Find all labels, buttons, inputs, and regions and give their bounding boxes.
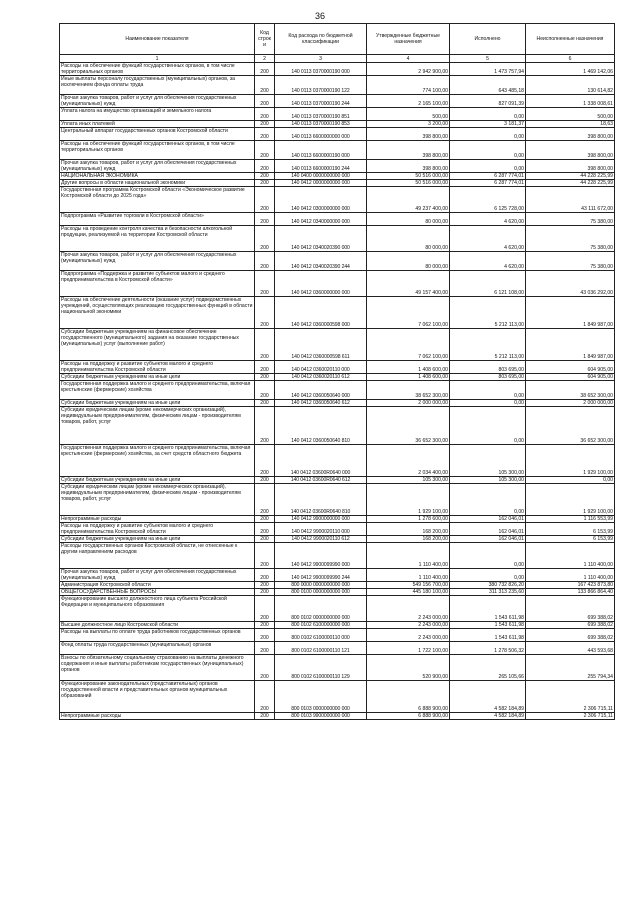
table-row [60,642,615,655]
approved-amount-cell: 1 408 600,00 [367,374,450,381]
row-code-cell: 200 [255,226,275,252]
table-row [60,76,615,95]
executed-amount-cell: 1 543 611,98 [450,596,526,622]
column-number: 2 [255,55,275,63]
approved-amount-cell: 398 800,00 [367,141,450,160]
indicator-name-cell: Прочая закупка товаров, работ и услуг для обеспечения государственных (муниципальных) нужд [60,252,255,271]
executed-amount-cell: 6 121 108,00 [450,271,526,297]
budget-code-cell: 140 0113 0370000190 244 [275,95,367,108]
indicator-name-cell: Расходы государственных органов Костромской области, не отнесенные к другим направлениям расходов [60,543,255,569]
indicator-name-cell: Подпрограмма «Поддержка и развитие субъектов малого и среднего предпринимательства в Костромской области» [60,271,255,297]
executed-amount-cell: 162 046,01 [450,523,526,536]
unexecuted-amount-cell: 2 000 000,00 [526,400,615,407]
column-number-row [60,55,615,63]
indicator-name-cell: Уплата налога на имущество организаций и земельного налога [60,108,255,121]
table-row [60,108,615,121]
header-budget-code: Код расхода по бюджетной классификации [275,24,367,55]
row-code-cell: 200 [255,589,275,596]
row-code-cell: 200 [255,445,275,477]
executed-amount-cell: 803 695,00 [450,374,526,381]
executed-amount-cell: 380 732 826,20 [450,582,526,589]
row-code-cell: 200 [255,713,275,720]
row-code-cell: 200 [255,108,275,121]
budget-code-cell: 140 0412 9900000000 000 [275,516,367,523]
table-row [60,63,615,76]
table-row [60,543,615,569]
unexecuted-amount-cell: 398 800,00 [526,160,615,173]
indicator-name-cell: Государственная поддержка малого и среднего предпринимательства, включая крестьянские (фермерские) хозяйства [60,381,255,400]
row-code-cell: 200 [255,252,275,271]
budget-code-cell: 140 0412 03600R0640 810 [275,484,367,516]
unexecuted-amount-cell: 699 388,02 [526,622,615,629]
executed-amount-cell: 0,00 [450,128,526,141]
table-row [60,361,615,374]
indicator-name-cell: Расходы на проведение контроля качества и безопасности алкогольной продукции, реализуемой на территории Костромской области [60,226,255,252]
approved-amount-cell: 2 165 100,00 [367,95,450,108]
row-code-cell: 200 [255,141,275,160]
executed-amount-cell: 0,00 [450,569,526,582]
table-row [60,187,615,213]
table-row [60,536,615,543]
indicator-name-cell: Расходы на поддержку и развитие субъектов малого и среднего предпринимательства Костромской области [60,361,255,374]
row-code-cell: 200 [255,121,275,128]
executed-amount-cell: 162 046,01 [450,516,526,523]
approved-amount-cell: 50 516 000,00 [367,173,450,180]
approved-amount-cell: 36 652 300,00 [367,407,450,445]
indicator-name-cell: Иные выплаты персоналу государственных (муниципальных) органов, за исключением фонда оплаты труда [60,76,255,95]
approved-amount-cell: 520 900,00 [367,655,450,681]
table-row [60,297,615,329]
approved-amount-cell: 49 157 400,00 [367,271,450,297]
unexecuted-amount-cell: 1 929 100,00 [526,484,615,516]
table-row [60,128,615,141]
indicator-name-cell: НАЦИОНАЛЬНАЯ ЭКОНОМИКА [60,173,255,180]
budget-code-cell: 140 0412 9900020110 612 [275,536,367,543]
table-row [60,160,615,173]
row-code-cell: 200 [255,271,275,297]
row-code-cell: 200 [255,63,275,76]
indicator-name-cell: Субсидии юридическим лицам (кроме некоммерческих организаций), индивидуальным предпринимателям, физическим лицам - производителям товаров, работ, услуг [60,407,255,445]
executed-amount-cell: 1 543 611,98 [450,629,526,642]
indicator-name-cell: Непрограммные расходы [60,516,255,523]
approved-amount-cell: 774 100,00 [367,76,450,95]
approved-amount-cell: 1 408 600,00 [367,361,450,374]
column-number: 6 [526,55,615,63]
indicator-name-cell: Прочая закупка товаров, работ и услуг для обеспечения государственных (муниципальных) нужд [60,160,255,173]
unexecuted-amount-cell: 1 110 400,00 [526,543,615,569]
executed-amount-cell: 4 620,00 [450,226,526,252]
budget-code-cell: 140 0412 0300000000 000 [275,187,367,213]
row-code-cell: 200 [255,374,275,381]
row-code-cell: 200 [255,681,275,713]
unexecuted-amount-cell: 133 866 864,40 [526,589,615,596]
table-row [60,173,615,180]
row-code-cell: 200 [255,381,275,400]
unexecuted-amount-cell: 75 380,00 [526,226,615,252]
unexecuted-amount-cell: 1 849 987,00 [526,297,615,329]
approved-amount-cell: 6 888 900,00 [367,681,450,713]
unexecuted-amount-cell: 1 849 987,00 [526,329,615,361]
executed-amount-cell: 265 105,66 [450,655,526,681]
budget-code-cell: 140 0412 03600R0640 000 [275,445,367,477]
budget-code-cell: 800 0103 9900000000 000 [275,713,367,720]
indicator-name-cell: Субсидии бюджетным учреждениям на финансовое обеспечение государственного (муниципального) задания на оказание государственных (муниципальных) услуг (выполнение работ) [60,329,255,361]
row-code-cell: 200 [255,297,275,329]
table-row [60,252,615,271]
table-row [60,589,615,596]
approved-amount-cell: 3 200,00 [367,121,450,128]
row-code-cell: 200 [255,596,275,622]
indicator-name-cell: Государственная поддержка малого и среднего предпринимательства, включая крестьянские (фермерские) хозяйства, за счет средств областного бюджета [60,445,255,477]
indicator-name-cell: Субсидии бюджетным учреждениям на иные цели [60,477,255,484]
executed-amount-cell: 827 091,39 [450,95,526,108]
unexecuted-amount-cell: 2 306 715,11 [526,713,615,720]
table-row [60,213,615,226]
row-code-cell: 200 [255,95,275,108]
unexecuted-amount-cell: 699 388,02 [526,629,615,642]
budget-code-cell: 800 0000 0000000000 000 [275,582,367,589]
executed-amount-cell: 0,00 [450,543,526,569]
unexecuted-amount-cell: 0,00 [526,477,615,484]
approved-amount-cell: 445 180 100,00 [367,589,450,596]
row-code-cell: 200 [255,569,275,582]
approved-amount-cell: 80 000,00 [367,226,450,252]
row-code-cell: 200 [255,400,275,407]
budget-code-cell: 800 0102 6100000110 000 [275,629,367,642]
budget-code-cell: 800 0102 6100000110 129 [275,655,367,681]
unexecuted-amount-cell: 1 338 008,61 [526,95,615,108]
approved-amount-cell: 549 156 700,00 [367,582,450,589]
indicator-name-cell: Субсидии юридическим лицам (кроме некоммерческих организаций), индивидуальным предпринимателям, физическим лицам - производителям товаров, работ, услуг [60,484,255,516]
executed-amount-cell: 0,00 [450,484,526,516]
indicator-name-cell: Подпрограмма «Развитие торговли в Костромской области» [60,213,255,226]
executed-amount-cell: 6 287 774,01 [450,180,526,187]
table-row [60,713,615,720]
unexecuted-amount-cell: 36 652 300,00 [526,407,615,445]
budget-code-cell: 140 0412 03600R0640 612 [275,477,367,484]
executed-amount-cell: 1 543 611,98 [450,622,526,629]
approved-amount-cell: 80 000,00 [367,213,450,226]
budget-code-cell: 140 0412 0360050640 000 [275,381,367,400]
approved-amount-cell: 168 200,00 [367,523,450,536]
budget-code-cell: 140 0113 6600000000 000 [275,128,367,141]
indicator-name-cell: Фонд оплаты труда государственных (муниципальных) органов [60,642,255,655]
budget-code-cell: 140 0113 6600000190 000 [275,141,367,160]
row-code-cell: 200 [255,655,275,681]
table-row [60,569,615,582]
table-row [60,329,615,361]
column-number: 1 [60,55,255,63]
indicator-name-cell: Непрограммные расходы [60,713,255,720]
table-row [60,445,615,477]
row-code-cell: 200 [255,582,275,589]
approved-amount-cell: 1 278 600,00 [367,516,450,523]
approved-amount-cell: 105 300,00 [367,477,450,484]
indicator-name-cell: Центральный аппарат государственных органов Костромской области [60,128,255,141]
table-row [60,407,615,445]
indicator-name-cell: Субсидии бюджетным учреждениям на иные цели [60,400,255,407]
table-row [60,516,615,523]
row-code-cell: 200 [255,523,275,536]
executed-amount-cell: 5 212 113,00 [450,329,526,361]
column-number: 4 [367,55,450,63]
unexecuted-amount-cell: 1 116 553,99 [526,516,615,523]
indicator-name-cell: Прочая закупка товаров, работ и услуг для обеспечения государственных (муниципальных) нужд [60,95,255,108]
unexecuted-amount-cell: 443 593,68 [526,642,615,655]
indicator-name-cell: Функционирование законодательных (представительных) органов государственной власти и представительных органов муниципальных образований [60,681,255,713]
row-code-cell: 200 [255,536,275,543]
table-row [60,477,615,484]
budget-code-cell: 140 0412 9900099990 244 [275,569,367,582]
unexecuted-amount-cell: 2 306 715,11 [526,681,615,713]
executed-amount-cell: 0,00 [450,381,526,400]
approved-amount-cell: 7 062 100,00 [367,297,450,329]
budget-code-cell: 140 0412 0360000598 000 [275,297,367,329]
unexecuted-amount-cell: 500,00 [526,108,615,121]
table-row [60,226,615,252]
header-row [60,24,615,55]
indicator-name-cell: Расходы на обеспечение функций государственных органов, в том числе территориальных органов [60,141,255,160]
row-code-cell: 200 [255,407,275,445]
unexecuted-amount-cell: 255 794,34 [526,655,615,681]
unexecuted-amount-cell: 6 153,99 [526,536,615,543]
executed-amount-cell: 6 287 774,01 [450,173,526,180]
executed-amount-cell: 0,00 [450,407,526,445]
approved-amount-cell: 6 888 900,00 [367,713,450,720]
executed-amount-cell: 5 212 113,00 [450,297,526,329]
row-code-cell: 200 [255,213,275,226]
row-code-cell: 200 [255,484,275,516]
unexecuted-amount-cell: 43 036 292,00 [526,271,615,297]
row-code-cell: 200 [255,180,275,187]
budget-code-cell: 800 0100 0000000000 000 [275,589,367,596]
row-code-cell: 200 [255,329,275,361]
budget-code-cell: 140 0412 0360000598 611 [275,329,367,361]
unexecuted-amount-cell: 6 153,99 [526,523,615,536]
row-code-cell: 200 [255,516,275,523]
budget-code-cell: 140 0113 0370000190 122 [275,76,367,95]
budget-code-cell: 140 0412 0360020110 612 [275,374,367,381]
budget-code-cell: 140 0412 0340020390 000 [275,226,367,252]
table-row [60,596,615,622]
table-row [60,271,615,297]
executed-amount-cell: 311 313 235,60 [450,589,526,596]
table-row [60,381,615,400]
executed-amount-cell: 0,00 [450,108,526,121]
indicator-name-cell: Администрация Костромской области [60,582,255,589]
budget-code-cell: 140 0400 0000000000 000 [275,173,367,180]
executed-amount-cell: 105 300,00 [450,477,526,484]
executed-amount-cell: 3 181,37 [450,121,526,128]
budget-code-cell: 140 0412 0360020110 000 [275,361,367,374]
unexecuted-amount-cell: 1 469 142,06 [526,63,615,76]
column-number: 5 [450,55,526,63]
header-indicator-name: Наименование показателя [60,24,255,55]
unexecuted-amount-cell: 1 929 100,00 [526,445,615,477]
executed-amount-cell: 1 473 757,94 [450,63,526,76]
budget-code-cell: 140 0412 9900020110 000 [275,523,367,536]
page-number: 36 [314,11,325,21]
row-code-cell: 200 [255,642,275,655]
budget-code-cell: 140 0113 6600000190 244 [275,160,367,173]
header-unexecuted: Неисполненные назначения [526,24,615,55]
executed-amount-cell: 6 125 728,00 [450,187,526,213]
row-code-cell: 200 [255,76,275,95]
row-code-cell: 200 [255,173,275,180]
executed-amount-cell: 0,00 [450,400,526,407]
indicator-name-cell: Расходы на обеспечение функций государственных органов, в том числе территориальных органов [60,63,255,76]
budget-code-cell: 140 0412 0340020390 244 [275,252,367,271]
table-row [60,180,615,187]
approved-amount-cell: 50 516 000,00 [367,180,450,187]
approved-amount-cell: 1 110 400,00 [367,569,450,582]
header-executed: Исполнено [450,24,526,55]
table-row [60,484,615,516]
row-code-cell: 200 [255,543,275,569]
table-row [60,582,615,589]
table-row [60,141,615,160]
approved-amount-cell: 1 110 400,00 [367,543,450,569]
table-row [60,95,615,108]
table-row [60,400,615,407]
budget-code-cell: 140 0412 9900099990 000 [275,543,367,569]
approved-amount-cell: 38 652 300,00 [367,381,450,400]
table-row [60,655,615,681]
approved-amount-cell: 2 243 000,00 [367,596,450,622]
budget-code-cell: 800 0102 6100000110 121 [275,642,367,655]
executed-amount-cell: 4 582 184,89 [450,681,526,713]
approved-amount-cell: 398 800,00 [367,160,450,173]
row-code-cell: 200 [255,160,275,173]
header-row-code: Код строк и [255,24,275,55]
table-row [60,374,615,381]
budget-code-cell: 140 0412 0360000000 000 [275,271,367,297]
row-code-cell: 200 [255,477,275,484]
executed-amount-cell: 162 046,01 [450,536,526,543]
indicator-name-cell: ОБЩЕГОСУДАРСТВЕННЫЕ ВОПРОСЫ [60,589,255,596]
header-approved: Утвержденные бюджетные назначения [367,24,450,55]
indicator-name-cell: Высшее должностное лицо Костромской области [60,622,255,629]
executed-amount-cell: 4 620,00 [450,213,526,226]
budget-code-cell: 140 0412 0000000000 000 [275,180,367,187]
indicator-name-cell: Расходы на обеспечение деятельности (оказание услуг) подведомственных учреждений, осуществляющих реализацию государственных функций в области национальной экономики [60,297,255,329]
table-row [60,523,615,536]
budget-code-cell: 140 0113 0370000190 000 [275,63,367,76]
executed-amount-cell: 803 695,00 [450,361,526,374]
approved-amount-cell: 49 237 400,00 [367,187,450,213]
unexecuted-amount-cell: 604 905,00 [526,361,615,374]
indicator-name-cell: Субсидии бюджетным учреждениям на иные цели [60,536,255,543]
approved-amount-cell: 80 000,00 [367,252,450,271]
unexecuted-amount-cell: 604 905,00 [526,374,615,381]
indicator-name-cell: Государственная программа Костромской области «Экономическое развитие Костромской области до 2025 года» [60,187,255,213]
approved-amount-cell: 2 243 000,00 [367,622,450,629]
budget-code-cell: 800 0102 6100000000 000 [275,622,367,629]
unexecuted-amount-cell: 43 111 672,00 [526,187,615,213]
table-row [60,121,615,128]
indicator-name-cell: Расходы на поддержку и развитие субъектов малого и среднего предпринимательства Костромской области [60,523,255,536]
indicator-name-cell: Другие вопросы в области национальной экономики [60,180,255,187]
unexecuted-amount-cell: 18,63 [526,121,615,128]
table-row [60,622,615,629]
row-code-cell: 200 [255,361,275,374]
unexecuted-amount-cell: 38 652 300,00 [526,381,615,400]
executed-amount-cell: 0,00 [450,160,526,173]
unexecuted-amount-cell: 1 110 400,00 [526,569,615,582]
budget-code-cell: 140 0412 0360050640 612 [275,400,367,407]
executed-amount-cell: 105 300,00 [450,445,526,477]
indicator-name-cell: Расходы на выплаты по оплате труда работников государственных органов [60,629,255,642]
indicator-name-cell: Прочая закупка товаров, работ и услуг для обеспечения государственных (муниципальных) нужд [60,569,255,582]
table-row [60,681,615,713]
approved-amount-cell: 2 000 000,00 [367,400,450,407]
approved-amount-cell: 2 243 000,00 [367,629,450,642]
approved-amount-cell: 2 942 900,00 [367,63,450,76]
approved-amount-cell: 1 929 100,00 [367,484,450,516]
unexecuted-amount-cell: 44 228 225,99 [526,173,615,180]
approved-amount-cell: 398 800,00 [367,128,450,141]
approved-amount-cell: 1 722 100,00 [367,642,450,655]
approved-amount-cell: 7 062 100,00 [367,329,450,361]
budget-code-cell: 140 0412 0340000000 000 [275,213,367,226]
unexecuted-amount-cell: 398 800,00 [526,141,615,160]
budget-execution-table [59,23,615,720]
unexecuted-amount-cell: 398 800,00 [526,128,615,141]
budget-code-cell: 140 0113 0370000190 853 [275,121,367,128]
row-code-cell: 200 [255,187,275,213]
approved-amount-cell: 2 034 400,00 [367,445,450,477]
table-body [60,63,615,720]
indicator-name-cell: Функционирование высшего должностного лица субъекта Российской Федерации и муниципального образования [60,596,255,622]
approved-amount-cell: 500,00 [367,108,450,121]
unexecuted-amount-cell: 167 423 873,80 [526,582,615,589]
table-row [60,629,615,642]
unexecuted-amount-cell: 699 388,02 [526,596,615,622]
unexecuted-amount-cell: 75 380,00 [526,252,615,271]
executed-amount-cell: 1 278 506,32 [450,642,526,655]
executed-amount-cell: 643 485,18 [450,76,526,95]
row-code-cell: 200 [255,128,275,141]
budget-code-cell: 800 0102 0000000000 000 [275,596,367,622]
budget-code-cell: 140 0412 0360050640 810 [275,407,367,445]
budget-code-cell: 800 0103 0000000000 000 [275,681,367,713]
executed-amount-cell: 4 582 184,89 [450,713,526,720]
unexecuted-amount-cell: 44 228 225,99 [526,180,615,187]
approved-amount-cell: 168 200,00 [367,536,450,543]
executed-amount-cell: 4 620,00 [450,252,526,271]
column-number: 3 [275,55,367,63]
executed-amount-cell: 0,00 [450,141,526,160]
unexecuted-amount-cell: 130 614,82 [526,76,615,95]
indicator-name-cell: Взносы по обязательному социальному страхованию на выплаты денежного содержания и иные выплаты работникам государственных (муниципальных) органов [60,655,255,681]
unexecuted-amount-cell: 75 380,00 [526,213,615,226]
row-code-cell: 200 [255,622,275,629]
row-code-cell: 200 [255,629,275,642]
indicator-name-cell: Уплата иных платежей [60,121,255,128]
indicator-name-cell: Субсидии бюджетным учреждениям на иные цели [60,374,255,381]
budget-code-cell: 140 0113 0370000190 851 [275,108,367,121]
